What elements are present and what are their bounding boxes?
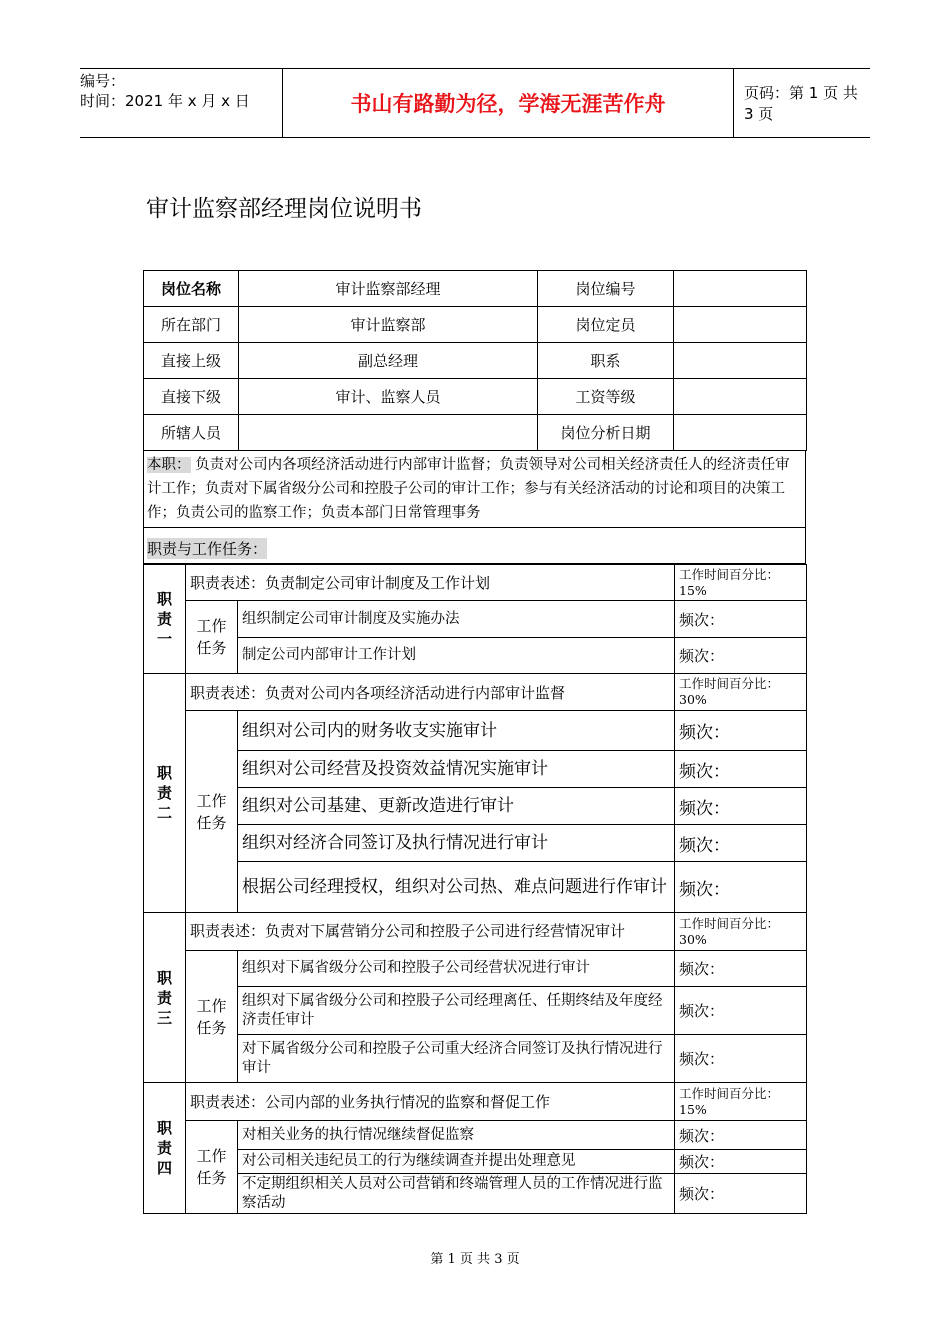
responsibility-description: 职责表述：负责对下属营销分公司和控股子公司进行经营情况审计 [186, 913, 675, 951]
responsibility-label: 职责一 [144, 565, 186, 674]
job-info-value [674, 307, 807, 343]
responsibility-desc-row [144, 1083, 807, 1121]
task-text: 组织对公司内的财务收支实施审计 [238, 711, 675, 751]
work-task-label: 工作任务 [186, 601, 238, 674]
task-row [144, 601, 807, 638]
task-row [144, 711, 807, 751]
responsibility-description: 职责表述：公司内部的业务执行情况的监察和督促工作 [186, 1083, 675, 1121]
page-header [80, 68, 870, 138]
responsibilities-label: 职责与工作任务： [147, 540, 268, 558]
task-frequency: 频次： [675, 951, 807, 987]
task-row [144, 951, 807, 987]
job-duty-summary [143, 451, 806, 528]
task-frequency: 频次： [675, 825, 807, 862]
job-info-table [143, 270, 807, 451]
header-motto: 书山有路勤为径，学海无涯苦作舟 [282, 69, 734, 137]
task-row [144, 788, 807, 825]
job-info-label: 直接下级 [144, 379, 239, 415]
job-duty-text: 负责对公司内各项经济活动进行内部审计监督；负责领导对公司相关经济责任人的经济责任审计工作；负责对下属省级分公司和控股子公司的审计工作；参与有关经济活动的讨论和项目的决策工作；负责公司的监察工作；负责本部门日常管理事务 [147, 457, 790, 521]
task-frequency: 频次： [675, 601, 807, 638]
job-info-row [144, 343, 807, 379]
task-row [144, 1150, 807, 1174]
task-text: 组织对公司经营及投资效益情况实施审计 [238, 751, 675, 788]
work-task-label: 工作任务 [186, 951, 238, 1083]
job-info-label: 岗位定员 [538, 307, 674, 343]
responsibility-desc-row [144, 674, 807, 711]
task-frequency: 频次： [675, 1035, 807, 1083]
task-row [144, 987, 807, 1035]
task-row [144, 751, 807, 788]
job-info-label: 职系 [538, 343, 674, 379]
task-row [144, 638, 807, 674]
responsibility-label: 职责二 [144, 674, 186, 913]
job-info-label: 工资等级 [538, 379, 674, 415]
job-info-value [674, 271, 807, 307]
task-row [144, 1174, 807, 1214]
responsibility-label: 职责三 [144, 913, 186, 1083]
job-info-row [144, 379, 807, 415]
task-text: 根据公司经理授权，组织对公司热、难点问题进行作审计 [238, 862, 675, 913]
task-row [144, 1035, 807, 1083]
responsibility-label: 职责四 [144, 1083, 186, 1214]
task-text: 对公司相关违纪员工的行为继续调查并提出处理意见 [238, 1150, 675, 1174]
page-footer: 第 1 页 共 3 页 [430, 1252, 520, 1267]
work-task-label: 工作任务 [186, 1121, 238, 1214]
header-page-number: 页码：第 1 页 共 3 页 [744, 84, 858, 123]
responsibility-desc-row [144, 565, 807, 601]
task-text: 不定期组织相关人员对公司营销和终端管理人员的工作情况进行监察活动 [238, 1174, 675, 1214]
task-frequency: 频次： [675, 1174, 807, 1214]
work-time-percentage: 工作时间百分比： 30% [675, 913, 807, 951]
work-time-percentage: 工作时间百分比： 15% [675, 565, 807, 601]
task-text: 组织对下属省级分公司和控股子公司经营状况进行审计 [238, 951, 675, 987]
task-row [144, 825, 807, 862]
responsibility-description: 职责表述：负责对公司内各项经济活动进行内部审计监督 [186, 674, 675, 711]
job-info-label: 所辖人员 [144, 415, 239, 451]
job-info-label: 岗位分析日期 [538, 415, 674, 451]
job-info-row [144, 307, 807, 343]
job-duty-label: 本职： [147, 457, 191, 473]
document-time-label: 时间：2021 年 x 月 x 日 [80, 92, 250, 110]
job-info-label: 直接上级 [144, 343, 239, 379]
task-frequency: 频次： [675, 862, 807, 913]
task-text: 组织制定公司审计制度及实施办法 [238, 601, 675, 638]
job-info-value [674, 343, 807, 379]
task-frequency: 频次： [675, 711, 807, 751]
document-number-label: 编号： [80, 72, 126, 90]
responsibility-desc-row [144, 913, 807, 951]
responsibilities-heading [143, 528, 806, 564]
job-info-label: 岗位编号 [538, 271, 674, 307]
header-left [80, 69, 282, 137]
work-time-percentage: 工作时间百分比： 15% [675, 1083, 807, 1121]
job-info-value [674, 415, 807, 451]
job-info-value: 审计监察部 [239, 307, 538, 343]
task-text: 组织对下属省级分公司和控股子公司经理离任、任期终结及年度经济责任审计 [238, 987, 675, 1035]
job-info-row [144, 271, 807, 307]
job-info-value: 副总经理 [239, 343, 538, 379]
job-info-row [144, 415, 807, 451]
job-info-label: 所在部门 [144, 307, 239, 343]
work-time-percentage: 工作时间百分比： 30% [675, 674, 807, 711]
job-info-value [674, 379, 807, 415]
document-title: 审计监察部经理岗位说明书 [146, 196, 422, 222]
task-row [144, 862, 807, 913]
task-text: 组织对公司基建、更新改造进行审计 [238, 788, 675, 825]
responsibilities-table [143, 564, 807, 1214]
task-frequency: 频次： [675, 1121, 807, 1150]
task-text: 对下属省级分公司和控股子公司重大经济合同签订及执行情况进行审计 [238, 1035, 675, 1083]
task-frequency: 频次： [675, 751, 807, 788]
task-frequency: 频次： [675, 788, 807, 825]
task-text: 制定公司内部审计工作计划 [238, 638, 675, 674]
task-text: 组织对经济合同签订及执行情况进行审计 [238, 825, 675, 862]
task-text: 对相关业务的执行情况继续督促监察 [238, 1121, 675, 1150]
responsibility-description: 职责表述：负责制定公司审计制度及工作计划 [186, 565, 675, 601]
job-info-value [239, 415, 538, 451]
work-task-label: 工作任务 [186, 711, 238, 913]
job-info-value: 审计、监察人员 [239, 379, 538, 415]
job-info-label: 岗位名称 [144, 271, 239, 307]
task-frequency: 频次： [675, 638, 807, 674]
job-description-form [143, 270, 806, 1214]
task-frequency: 频次： [675, 1150, 807, 1174]
job-info-value: 审计监察部经理 [239, 271, 538, 307]
task-row [144, 1121, 807, 1150]
task-frequency: 频次： [675, 987, 807, 1035]
